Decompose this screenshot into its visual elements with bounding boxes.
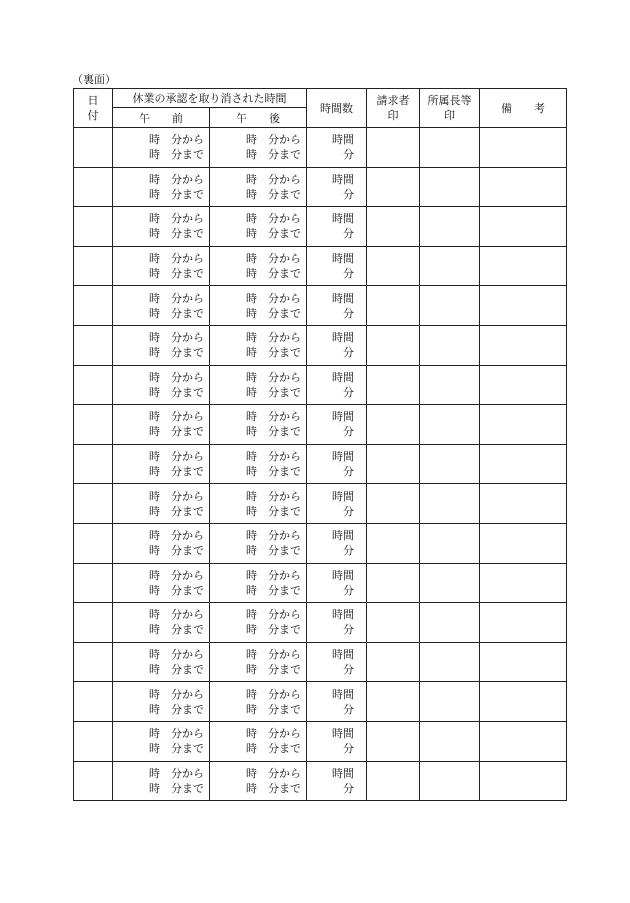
chief-seal-cell[interactable] xyxy=(420,761,480,801)
am-from-text: 時 分から xyxy=(149,133,204,147)
chief-seal-cell[interactable] xyxy=(420,286,480,326)
minutes-unit-text: 分 xyxy=(343,544,354,558)
requester-seal-cell[interactable] xyxy=(367,563,420,603)
am-time-cell[interactable] xyxy=(113,523,210,563)
hours-unit-text: 時間 xyxy=(332,370,354,384)
pm-time-cell[interactable] xyxy=(210,286,307,326)
am-until-text: 時 分まで xyxy=(149,267,204,281)
am-time-cell[interactable] xyxy=(113,444,210,484)
pm-time-cell[interactable] xyxy=(210,761,307,801)
pm-time-cell[interactable] xyxy=(210,444,307,484)
am-until-text: 時 分まで xyxy=(149,465,204,479)
am-time-cell[interactable] xyxy=(113,563,210,603)
remarks-cell[interactable] xyxy=(480,325,567,365)
minutes-unit-text: 分 xyxy=(343,267,354,281)
chief-seal-cell[interactable] xyxy=(420,207,480,247)
am-until-text: 時 分まで xyxy=(149,385,204,399)
chief-seal-header: 所属長等 印 xyxy=(420,89,480,128)
am-until-text: 時 分まで xyxy=(149,148,204,162)
date-header: 日 付 xyxy=(74,89,113,128)
table-row xyxy=(74,563,567,603)
date-cell[interactable] xyxy=(74,207,113,247)
table-row xyxy=(74,167,567,207)
am-until-text: 時 分まで xyxy=(149,504,204,518)
am-time-cell[interactable] xyxy=(113,721,210,761)
pm-until-text: 時 分まで xyxy=(246,781,301,795)
table-row xyxy=(74,365,567,405)
date-cell[interactable] xyxy=(74,405,113,445)
pm-until-text: 時 分まで xyxy=(246,306,301,320)
am-time-cell[interactable] xyxy=(113,682,210,722)
am-from-text: 時 分から xyxy=(149,529,204,543)
requester-seal-cell[interactable] xyxy=(367,444,420,484)
am-time-cell[interactable] xyxy=(113,286,210,326)
pm-from-text: 時 分から xyxy=(246,252,301,266)
pm-until-text: 時 分まで xyxy=(246,385,301,399)
am-from-text: 時 分から xyxy=(149,568,204,582)
chief-seal-cell[interactable] xyxy=(420,682,480,722)
pm-from-text: 時 分から xyxy=(246,568,301,582)
date-cell[interactable] xyxy=(74,761,113,801)
remarks-cell[interactable] xyxy=(480,563,567,603)
am-from-text: 時 分から xyxy=(149,252,204,266)
requester-seal-cell[interactable] xyxy=(367,365,420,405)
am-from-text: 時 分から xyxy=(149,450,204,464)
requester-seal-header: 請求者 印 xyxy=(367,89,420,128)
am-until-text: 時 分まで xyxy=(149,742,204,756)
chief-seal-cell[interactable] xyxy=(420,246,480,286)
pm-time-cell[interactable] xyxy=(210,484,307,524)
chief-seal-cell[interactable] xyxy=(420,484,480,524)
table-row xyxy=(74,207,567,247)
remarks-cell[interactable] xyxy=(480,128,567,168)
hours-cell[interactable] xyxy=(307,563,367,603)
minutes-unit-text: 分 xyxy=(343,306,354,320)
date-cell[interactable] xyxy=(74,325,113,365)
pm-until-text: 時 分まで xyxy=(246,425,301,439)
chief-seal-cell[interactable] xyxy=(420,642,480,682)
date-cell[interactable] xyxy=(74,721,113,761)
pm-until-text: 時 分まで xyxy=(246,346,301,360)
date-cell[interactable] xyxy=(74,444,113,484)
pm-from-text: 時 分から xyxy=(246,489,301,503)
hours-unit-text: 時間 xyxy=(332,450,354,464)
pm-time-cell[interactable] xyxy=(210,405,307,445)
am-from-text: 時 分から xyxy=(149,766,204,780)
remarks-header: 備 考 xyxy=(480,89,567,128)
table-row xyxy=(74,128,567,168)
hours-cell[interactable] xyxy=(307,682,367,722)
requester-seal-cell[interactable] xyxy=(367,405,420,445)
pm-from-text: 時 分から xyxy=(246,450,301,464)
pm-until-text: 時 分まで xyxy=(246,702,301,716)
hours-cell[interactable] xyxy=(307,523,367,563)
requester-seal-cell[interactable] xyxy=(367,484,420,524)
hours-cell[interactable] xyxy=(307,405,367,445)
hours-unit-text: 時間 xyxy=(332,648,354,662)
remarks-cell[interactable] xyxy=(480,682,567,722)
minutes-unit-text: 分 xyxy=(343,227,354,241)
remarks-cell[interactable] xyxy=(480,405,567,445)
pm-from-text: 時 分から xyxy=(246,529,301,543)
remarks-cell[interactable] xyxy=(480,365,567,405)
hours-cell[interactable] xyxy=(307,484,367,524)
pm-from-text: 時 分から xyxy=(246,331,301,345)
requester-seal-cell[interactable] xyxy=(367,721,420,761)
pm-time-cell[interactable] xyxy=(210,325,307,365)
pm-from-text: 時 分から xyxy=(246,172,301,186)
minutes-unit-text: 分 xyxy=(343,702,354,716)
minutes-unit-text: 分 xyxy=(343,623,354,637)
date-cell[interactable] xyxy=(74,286,113,326)
hours-cell[interactable] xyxy=(307,642,367,682)
am-from-text: 時 分から xyxy=(149,331,204,345)
pm-time-cell[interactable] xyxy=(210,563,307,603)
am-time-cell[interactable] xyxy=(113,642,210,682)
requester-seal-cell[interactable] xyxy=(367,167,420,207)
hours-unit-text: 時間 xyxy=(332,727,354,741)
remarks-cell[interactable] xyxy=(480,603,567,643)
table-row xyxy=(74,642,567,682)
am-until-text: 時 分まで xyxy=(149,623,204,637)
hours-header: 時間数 xyxy=(307,89,367,128)
am-from-text: 時 分から xyxy=(149,291,204,305)
pm-from-text: 時 分から xyxy=(246,291,301,305)
am-until-text: 時 分まで xyxy=(149,346,204,360)
pm-time-cell[interactable] xyxy=(210,167,307,207)
am-from-text: 時 分から xyxy=(149,608,204,622)
minutes-unit-text: 分 xyxy=(343,425,354,439)
pm-until-text: 時 分まで xyxy=(246,465,301,479)
am-time-cell[interactable] xyxy=(113,128,210,168)
chief-seal-cell[interactable] xyxy=(420,721,480,761)
requester-seal-cell[interactable] xyxy=(367,246,420,286)
hours-cell[interactable] xyxy=(307,444,367,484)
table-row xyxy=(74,325,567,365)
date-cell[interactable] xyxy=(74,167,113,207)
minutes-unit-text: 分 xyxy=(343,385,354,399)
pm-from-text: 時 分から xyxy=(246,608,301,622)
pm-until-text: 時 分まで xyxy=(246,663,301,677)
date-cell[interactable] xyxy=(74,523,113,563)
remarks-cell[interactable] xyxy=(480,167,567,207)
am-from-text: 時 分から xyxy=(149,172,204,186)
hours-cell[interactable] xyxy=(307,365,367,405)
hours-cell[interactable] xyxy=(307,721,367,761)
pm-time-cell[interactable] xyxy=(210,365,307,405)
am-from-text: 時 分から xyxy=(149,410,204,424)
date-cell[interactable] xyxy=(74,365,113,405)
requester-seal-cell[interactable] xyxy=(367,207,420,247)
pm-from-text: 時 分から xyxy=(246,212,301,226)
minutes-unit-text: 分 xyxy=(343,148,354,162)
pm-time-cell[interactable] xyxy=(210,603,307,643)
am-from-text: 時 分から xyxy=(149,370,204,384)
am-header: 午 前 xyxy=(113,108,210,128)
pm-until-text: 時 分まで xyxy=(246,623,301,637)
hours-cell[interactable] xyxy=(307,167,367,207)
minutes-unit-text: 分 xyxy=(343,663,354,677)
am-time-cell[interactable] xyxy=(113,761,210,801)
pm-until-text: 時 分まで xyxy=(246,544,301,558)
pm-time-cell[interactable] xyxy=(210,682,307,722)
am-time-cell[interactable] xyxy=(113,325,210,365)
am-time-cell[interactable] xyxy=(113,365,210,405)
remarks-cell[interactable] xyxy=(480,523,567,563)
minutes-unit-text: 分 xyxy=(343,346,354,360)
date-cell[interactable] xyxy=(74,603,113,643)
table-row xyxy=(74,682,567,722)
table-row xyxy=(74,286,567,326)
remarks-cell[interactable] xyxy=(480,444,567,484)
pm-until-text: 時 分まで xyxy=(246,742,301,756)
am-until-text: 時 分まで xyxy=(149,583,204,597)
hours-unit-text: 時間 xyxy=(332,529,354,543)
date-cell[interactable] xyxy=(74,682,113,722)
pm-from-text: 時 分から xyxy=(246,687,301,701)
minutes-unit-text: 分 xyxy=(343,583,354,597)
remarks-cell[interactable] xyxy=(480,484,567,524)
date-cell[interactable] xyxy=(74,484,113,524)
hours-unit-text: 時間 xyxy=(332,133,354,147)
pm-until-text: 時 分まで xyxy=(246,267,301,281)
hours-cell[interactable] xyxy=(307,207,367,247)
chief-seal-cell[interactable] xyxy=(420,405,480,445)
hours-cell[interactable] xyxy=(307,761,367,801)
am-time-cell[interactable] xyxy=(113,246,210,286)
cancelled-leave-table xyxy=(73,88,567,801)
requester-seal-cell[interactable] xyxy=(367,642,420,682)
table-row xyxy=(74,523,567,563)
am-from-text: 時 分から xyxy=(149,489,204,503)
am-time-cell[interactable] xyxy=(113,167,210,207)
date-cell[interactable] xyxy=(74,563,113,603)
requester-seal-cell[interactable] xyxy=(367,682,420,722)
am-time-cell[interactable] xyxy=(113,207,210,247)
hours-cell[interactable] xyxy=(307,246,367,286)
am-time-cell[interactable] xyxy=(113,603,210,643)
cancelled-time-header: 休業の承認を取り消された時間 xyxy=(113,89,307,108)
requester-seal-cell[interactable] xyxy=(367,523,420,563)
am-until-text: 時 分まで xyxy=(149,306,204,320)
chief-seal-cell[interactable] xyxy=(420,523,480,563)
am-from-text: 時 分から xyxy=(149,648,204,662)
pm-from-text: 時 分から xyxy=(246,648,301,662)
minutes-unit-text: 分 xyxy=(343,465,354,479)
pm-time-cell[interactable] xyxy=(210,642,307,682)
table-row xyxy=(74,444,567,484)
pm-until-text: 時 分まで xyxy=(246,227,301,241)
hours-unit-text: 時間 xyxy=(332,410,354,424)
pm-time-cell[interactable] xyxy=(210,246,307,286)
am-from-text: 時 分から xyxy=(149,687,204,701)
chief-seal-cell[interactable] xyxy=(420,167,480,207)
table-row xyxy=(74,761,567,801)
am-until-text: 時 分まで xyxy=(149,702,204,716)
am-time-cell[interactable] xyxy=(113,405,210,445)
remarks-cell[interactable] xyxy=(480,761,567,801)
pm-until-text: 時 分まで xyxy=(246,187,301,201)
pm-from-text: 時 分から xyxy=(246,727,301,741)
minutes-unit-text: 分 xyxy=(343,187,354,201)
hours-cell[interactable] xyxy=(307,128,367,168)
hours-cell[interactable] xyxy=(307,286,367,326)
pm-from-text: 時 分から xyxy=(246,370,301,384)
chief-seal-cell[interactable] xyxy=(420,603,480,643)
am-until-text: 時 分まで xyxy=(149,187,204,201)
am-until-text: 時 分まで xyxy=(149,227,204,241)
remarks-cell[interactable] xyxy=(480,246,567,286)
am-until-text: 時 分まで xyxy=(149,544,204,558)
chief-seal-cell[interactable] xyxy=(420,325,480,365)
am-from-text: 時 分から xyxy=(149,212,204,226)
pm-time-cell[interactable] xyxy=(210,128,307,168)
pm-from-text: 時 分から xyxy=(246,766,301,780)
am-until-text: 時 分まで xyxy=(149,425,204,439)
remarks-cell[interactable] xyxy=(480,286,567,326)
table-row xyxy=(74,721,567,761)
page-side-label: （裏面） xyxy=(72,73,116,86)
hours-unit-text: 時間 xyxy=(332,252,354,266)
pm-time-cell[interactable] xyxy=(210,721,307,761)
hours-cell[interactable] xyxy=(307,325,367,365)
hours-unit-text: 時間 xyxy=(332,766,354,780)
requester-seal-cell[interactable] xyxy=(367,761,420,801)
pm-from-text: 時 分から xyxy=(246,410,301,424)
table-row xyxy=(74,246,567,286)
pm-from-text: 時 分から xyxy=(246,133,301,147)
remarks-cell[interactable] xyxy=(480,642,567,682)
date-cell[interactable] xyxy=(74,246,113,286)
minutes-unit-text: 分 xyxy=(343,742,354,756)
chief-seal-cell[interactable] xyxy=(420,128,480,168)
chief-seal-cell[interactable] xyxy=(420,444,480,484)
hours-unit-text: 時間 xyxy=(332,172,354,186)
pm-time-cell[interactable] xyxy=(210,523,307,563)
am-time-cell[interactable] xyxy=(113,484,210,524)
remarks-cell[interactable] xyxy=(480,207,567,247)
requester-seal-cell[interactable] xyxy=(367,325,420,365)
hours-unit-text: 時間 xyxy=(332,331,354,345)
remarks-cell[interactable] xyxy=(480,721,567,761)
chief-seal-cell[interactable] xyxy=(420,563,480,603)
table-row xyxy=(74,603,567,643)
requester-seal-cell[interactable] xyxy=(367,128,420,168)
pm-time-cell[interactable] xyxy=(210,207,307,247)
hours-unit-text: 時間 xyxy=(332,489,354,503)
am-until-text: 時 分まで xyxy=(149,663,204,677)
hours-cell[interactable] xyxy=(307,603,367,643)
am-until-text: 時 分まで xyxy=(149,781,204,795)
pm-until-text: 時 分まで xyxy=(246,148,301,162)
am-from-text: 時 分から xyxy=(149,727,204,741)
hours-unit-text: 時間 xyxy=(332,568,354,582)
minutes-unit-text: 分 xyxy=(343,781,354,795)
requester-seal-cell[interactable] xyxy=(367,286,420,326)
hours-unit-text: 時間 xyxy=(332,291,354,305)
table-body xyxy=(74,128,567,801)
hours-unit-text: 時間 xyxy=(332,608,354,622)
hours-unit-text: 時間 xyxy=(332,212,354,226)
minutes-unit-text: 分 xyxy=(343,504,354,518)
date-cell[interactable] xyxy=(74,642,113,682)
pm-header: 午 後 xyxy=(210,108,307,128)
chief-seal-cell[interactable] xyxy=(420,365,480,405)
pm-until-text: 時 分まで xyxy=(246,504,301,518)
table-row xyxy=(74,405,567,445)
hours-unit-text: 時間 xyxy=(332,687,354,701)
date-cell[interactable] xyxy=(74,128,113,168)
requester-seal-cell[interactable] xyxy=(367,603,420,643)
pm-until-text: 時 分まで xyxy=(246,583,301,597)
table-row xyxy=(74,484,567,524)
